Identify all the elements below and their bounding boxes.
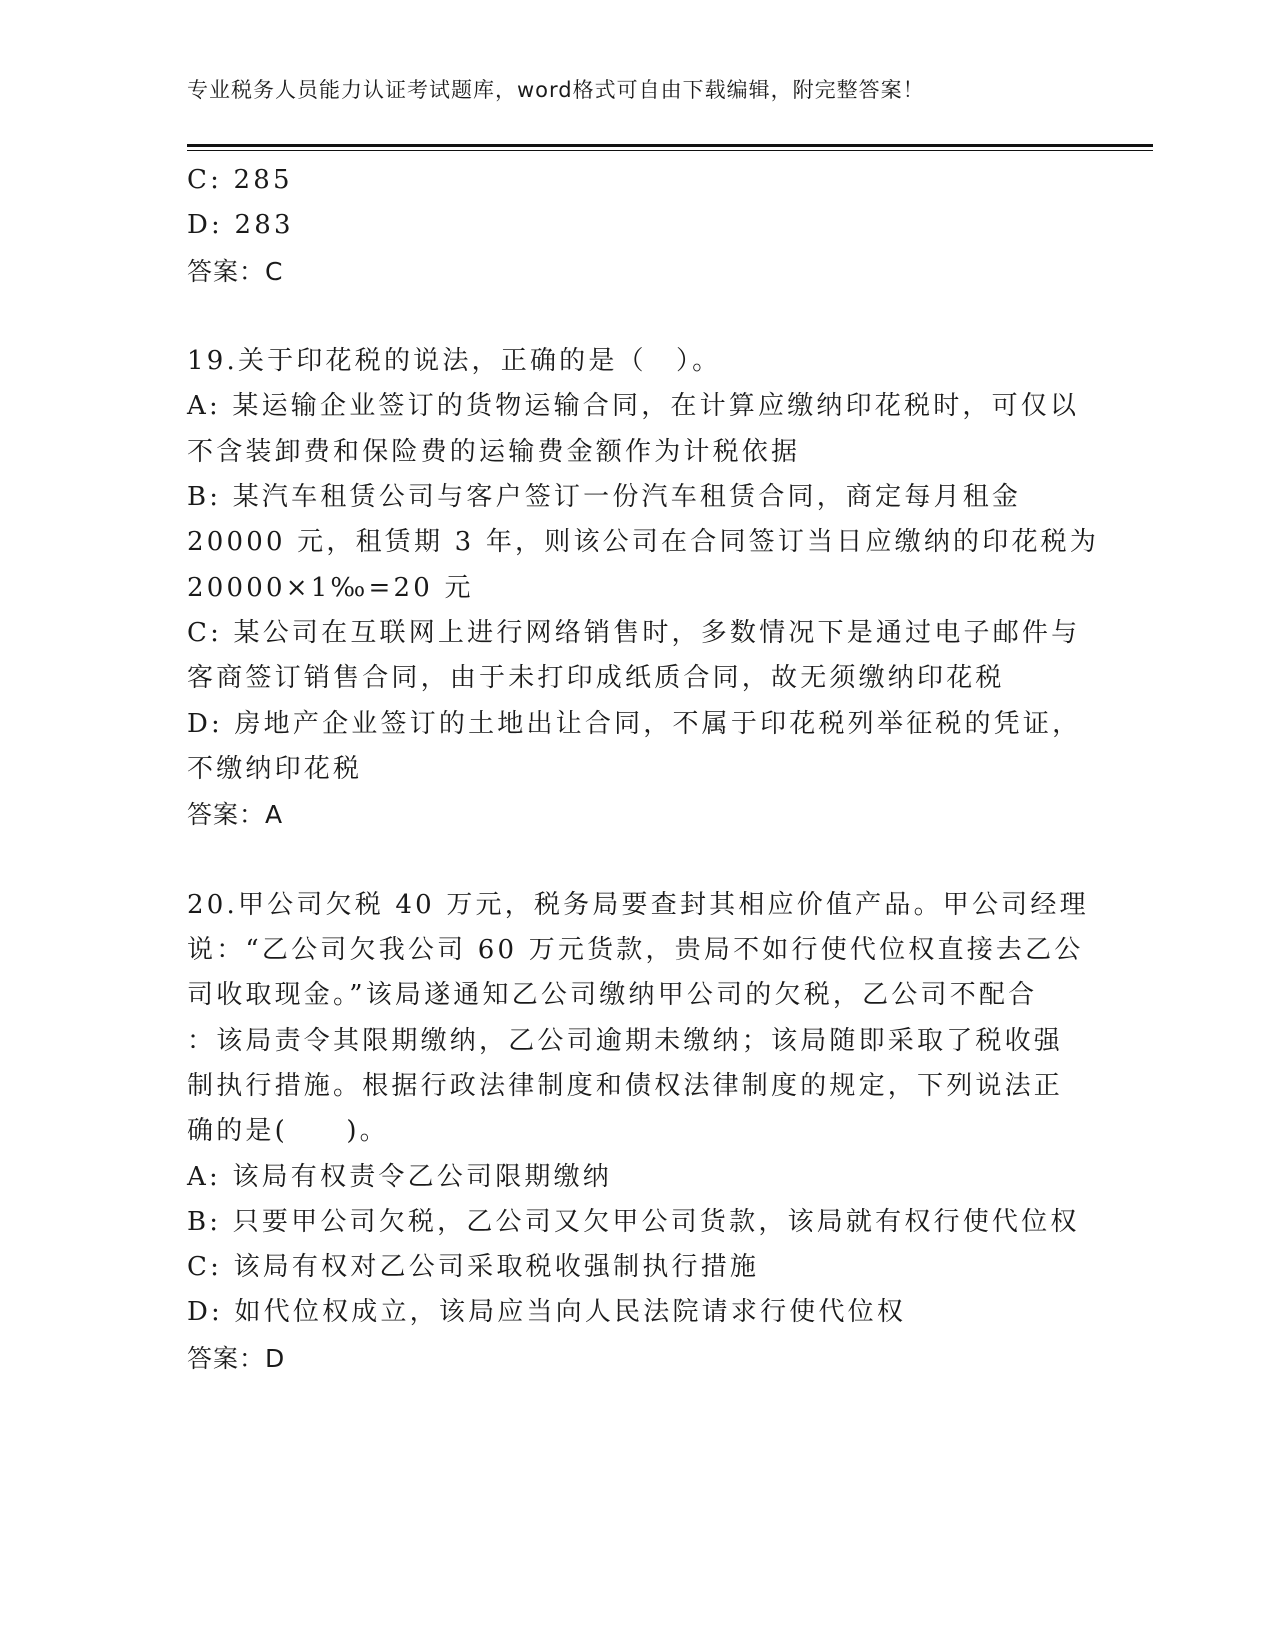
q19-option-d-line-2: 不缴纳印花税	[187, 753, 363, 784]
q19-option-b-line-1: B: 某汽车租赁公司与客户签订一份汽车租赁合同，商定每月租金	[187, 482, 1022, 513]
q20-stem-line-1: 20.甲公司欠税 40 万元，税务局要查封其相应价值产品。甲公司经理	[187, 889, 1089, 920]
header-rule-thin	[187, 150, 1153, 151]
q19-answer: 答案：A	[187, 800, 284, 830]
q19-option-a-line-1: A: 某运输企业签订的货物运输合同，在计算应缴纳印花税时，可仅以	[187, 391, 1080, 422]
q19-option-d-line-1: D: 房地产企业签订的土地出让合同，不属于印花税列举征税的凭证，	[187, 708, 1082, 739]
question-18-tail	[187, 158, 1087, 294]
q20-stem-line-2: 说：“乙公司欠我公司 60 万元货款，贵局不如行使代位权直接去乙公	[187, 935, 1084, 966]
header-rule-thick	[187, 144, 1153, 147]
spacer	[187, 294, 1087, 339]
page-header: 专业税务人员能力认证考试题库，word格式可自由下载编辑，附完整答案！	[187, 78, 925, 102]
document-body	[187, 158, 1100, 1381]
q20-option-c: C: 该局有权对乙公司采取税收强制执行措施	[187, 1252, 760, 1283]
q19-option-b-line-3: 20000×1‰=20 元	[187, 572, 474, 603]
q18-option-c: C: 285	[187, 165, 293, 195]
q19-option-c-line-2: 客商签订销售合同，由于未打印成纸质合同，故无须缴纳印花税	[187, 663, 1005, 694]
q19-option-c-line-1: C: 某公司在互联网上进行网络销售时，多数情况下是通过电子邮件与	[187, 617, 1081, 648]
question-19	[187, 339, 1100, 837]
q19-stem: 19.关于印花税的说法，正确的是（ ）。	[187, 346, 722, 377]
q18-option-d: D: 283	[187, 210, 294, 241]
q20-option-d: D: 如代位权成立，该局应当向人民法院请求行使代位权	[187, 1297, 907, 1328]
q20-stem-line-3: 司收取现金。”该局遂通知乙公司缴纳甲公司的欠税，乙公司不配合	[187, 980, 1038, 1011]
q19-option-b-line-2: 20000 元，租赁期 3 年，则该公司在合同签订当日应缴纳的印花税为	[187, 527, 1100, 558]
q20-option-a: A: 该局有权责令乙公司限期缴纳	[187, 1161, 613, 1192]
q19-option-a-line-2: 不含装卸费和保险费的运输费金额作为计税依据	[187, 436, 801, 467]
q20-answer: 答案：D	[187, 1343, 286, 1373]
q18-answer: 答案：C	[187, 256, 284, 286]
spacer	[187, 837, 1087, 882]
q20-option-b: B: 只要甲公司欠税，乙公司又欠甲公司货款，该局就有权行使代位权	[187, 1206, 1080, 1237]
question-20	[187, 883, 1087, 1381]
q20-stem-line-4: ：该局责令其限期缴纳，乙公司逾期未缴纳；该局随即采取了税收强	[187, 1025, 1064, 1056]
q20-stem-line-6: 确的是( )。	[187, 1116, 389, 1147]
q20-stem-line-5: 制执行措施。根据行政法律制度和债权法律制度的规定，下列说法正	[187, 1070, 1064, 1101]
